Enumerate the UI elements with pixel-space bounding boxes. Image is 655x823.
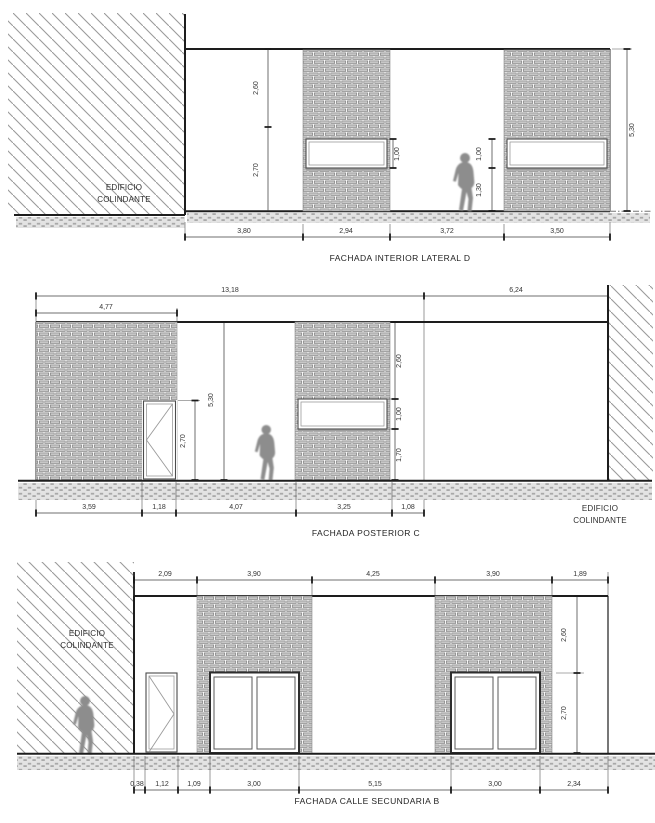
window-strip-1 <box>306 139 387 170</box>
neighbor-label-line1: EDIFICIO <box>581 504 619 513</box>
neighbor-hatch <box>8 13 185 215</box>
neighbor-label-line2: COLINDANTE <box>97 195 151 204</box>
dim-wall-vertical <box>253 49 272 211</box>
dim-window-2 <box>476 139 496 211</box>
dim-1-00: 1,00 <box>394 147 401 161</box>
dim-3-90a: 3,90 <box>247 571 261 578</box>
double-window-1 <box>210 673 299 754</box>
dim-wall-vertical <box>556 596 584 753</box>
dim-5-15: 5,15 <box>368 781 382 788</box>
dim-1-30: 1,30 <box>476 183 483 197</box>
dim-13-18: 13,18 <box>221 287 239 294</box>
neighbor-building-left <box>8 13 185 215</box>
neighbor-label-line2: COLINDANTE <box>573 516 627 525</box>
window-strip-2 <box>507 139 607 170</box>
dim-3-80: 3,80 <box>237 228 251 235</box>
dim-3-25: 3,25 <box>337 504 351 511</box>
dim-1-00: 1,00 <box>396 407 403 421</box>
elevation-title: FACHADA CALLE SECUNDARIA B <box>294 796 440 806</box>
dim-1-89: 1,89 <box>573 571 587 578</box>
neighbor-label-line2: COLINDANTE <box>60 641 114 650</box>
dim-1-08: 1,08 <box>401 504 415 511</box>
dim-2-94: 2,94 <box>339 228 353 235</box>
door <box>142 400 177 480</box>
dim-3-00b: 3,00 <box>488 781 502 788</box>
ground-strip <box>18 481 652 500</box>
dim-2-60: 2,60 <box>561 628 568 642</box>
brick-panel-2 <box>504 50 610 211</box>
ground-strip <box>17 754 655 770</box>
dim-1-09: 1,09 <box>187 781 201 788</box>
elevation-fachada-interior-lateral-d <box>8 13 652 263</box>
dim-chain-bottom <box>185 222 610 241</box>
dim-2-70: 2,70 <box>561 706 568 720</box>
person-silhouette <box>255 425 275 481</box>
double-window-2 <box>451 673 540 754</box>
dim-door-height <box>178 401 200 481</box>
elevation-fachada-posterior-c <box>18 285 653 538</box>
dim-height <box>208 322 228 480</box>
dim-5-30: 5,30 <box>208 393 215 407</box>
window-strip <box>298 399 387 431</box>
brick-panel-1 <box>303 50 390 211</box>
dim-3-00a: 3,00 <box>247 781 261 788</box>
dim-1-00b: 1,00 <box>476 147 483 161</box>
elevation-title: FACHADA INTERIOR LATERAL D <box>329 253 471 263</box>
dim-2-70: 2,70 <box>180 434 187 448</box>
dim-2-09: 2,09 <box>158 571 172 578</box>
dim-1-18: 1,18 <box>152 504 166 511</box>
dim-3-90b: 3,90 <box>486 571 500 578</box>
dim-3-50: 3,50 <box>550 228 564 235</box>
dim-3-59: 3,59 <box>82 504 96 511</box>
elevation-title: FACHADA POSTERIOR C <box>311 528 421 538</box>
door <box>145 672 178 753</box>
dim-1-70: 1,70 <box>396 448 403 462</box>
neighbor-label-line1: EDIFICIO <box>68 629 106 638</box>
dim-3-72: 3,72 <box>440 228 454 235</box>
dim-2-34: 2,34 <box>567 781 581 788</box>
dim-2-60: 2,60 <box>396 354 403 368</box>
dim-2-70: 2,70 <box>253 163 260 177</box>
dim-6-24: 6,24 <box>509 287 523 294</box>
dim-window-1 <box>390 139 402 168</box>
dim-0-38: 0,38 <box>130 781 144 788</box>
dim-chain-top <box>134 571 608 596</box>
dim-4-77: 4,77 <box>99 304 113 311</box>
dim-5-30: 5,30 <box>629 123 636 137</box>
dim-height <box>612 49 636 211</box>
neighbor-label-line1: EDIFICIO <box>105 183 143 192</box>
elevation-fachada-calle-secundaria-b <box>17 562 655 806</box>
dim-2-60: 2,60 <box>253 81 260 95</box>
dim-4-25: 4,25 <box>366 571 380 578</box>
dim-4-07: 4,07 <box>229 504 243 511</box>
person-silhouette <box>453 153 474 212</box>
neighbor-hatch <box>609 285 653 480</box>
dim-1-12: 1,12 <box>155 781 169 788</box>
